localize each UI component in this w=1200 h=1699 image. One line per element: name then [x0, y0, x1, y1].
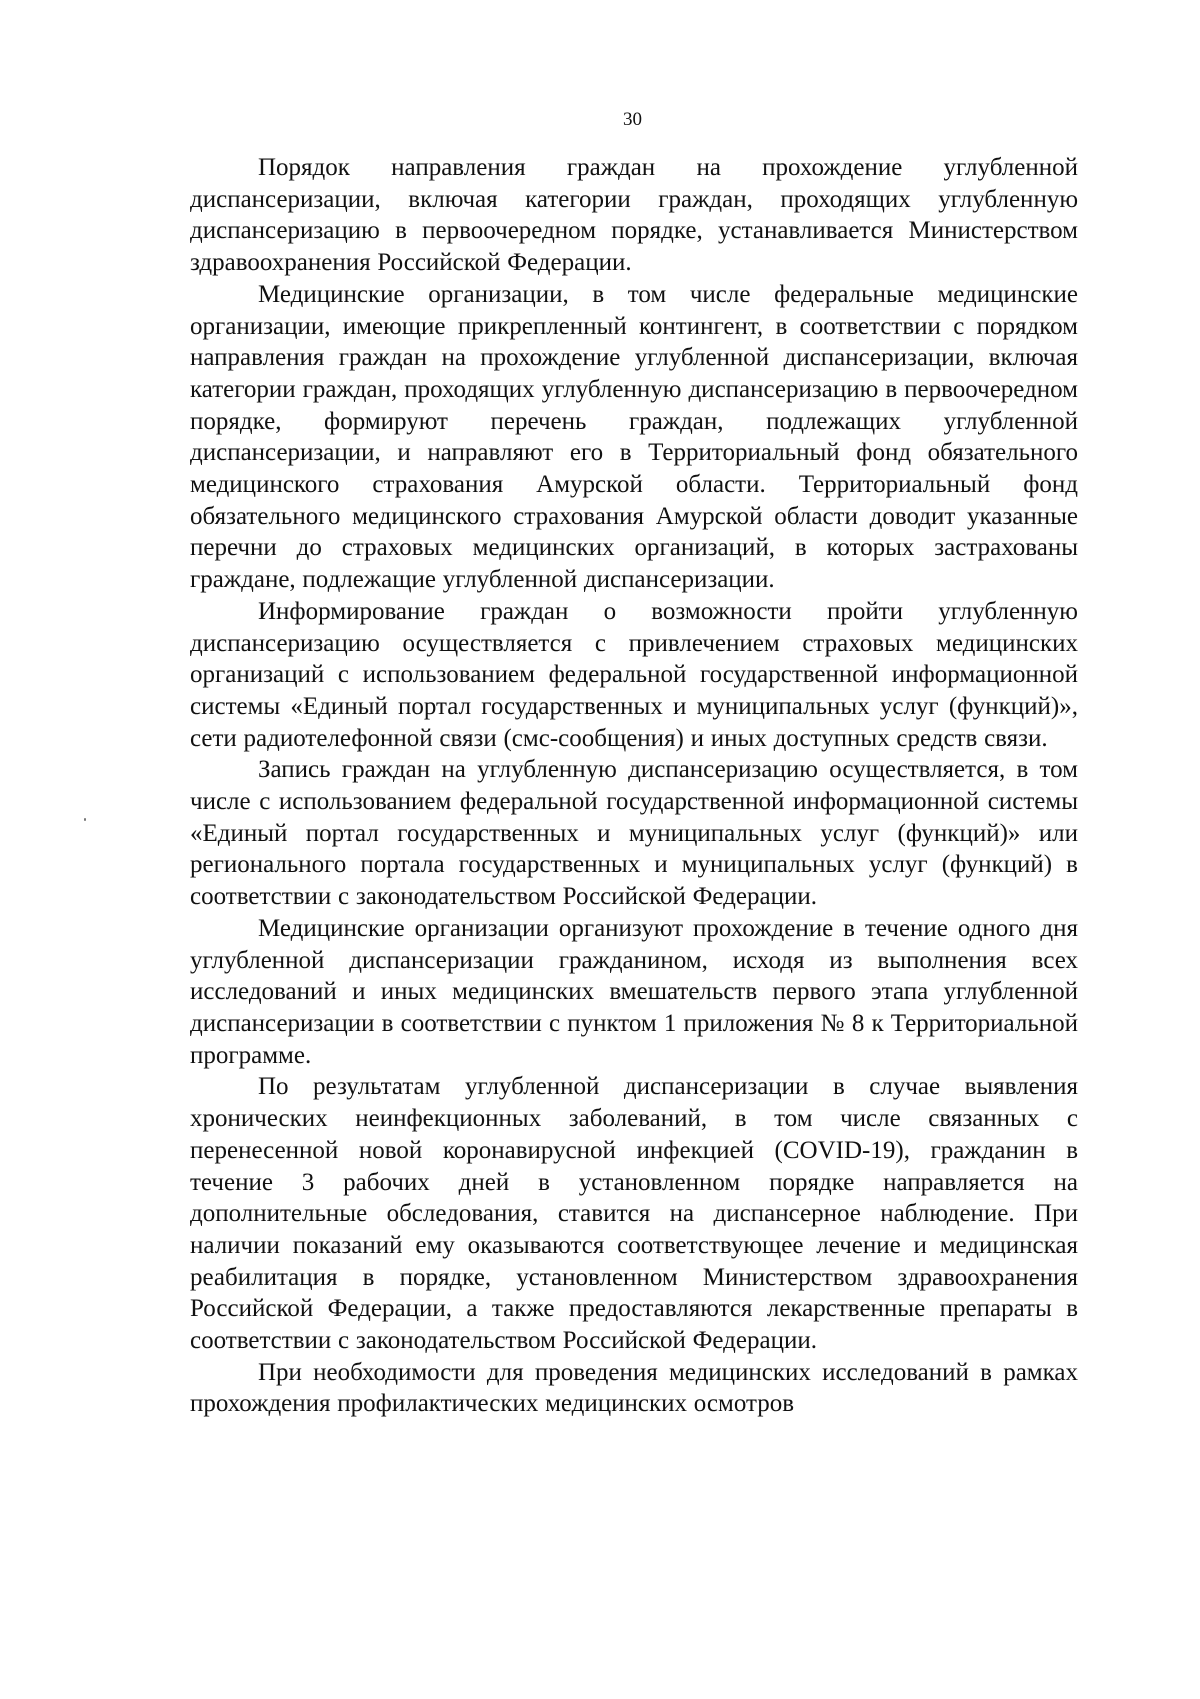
paragraph-one-day-examination: Медицинские организации организуют прохождение в течение одного дня углубленной диспансеризации гражданином, исходя из выполнения всех исследований и иных медицинских вмешательств первого этапа углубленной диспансеризации в соответствии с пунктом 1 приложения № 8 к Территориальной программе.: [190, 914, 1078, 1069]
paragraph-citizen-informing: Информирование граждан о возможности пройти углубленную диспансеризацию осуществляется с привлечением страховых медицинских организаций с использованием федеральной государственной информационной системы «Единый портал государственных и муниципальных услуг (функций)», сети радиотелефонной связи (смс-сообщения) и иных доступных средств связи.: [190, 597, 1078, 752]
paragraph-medical-organizations-lists: Медицинские организации, в том числе федеральные медицинские организации, имеющие прикрепленный контингент, в соответствии с порядком направления граждан на прохождение углубленной диспансеризации, включая категории граждан, проходящих углубленную диспансеризацию в первоочередном порядке, формируют перечень граждан, подлежащих углубленной диспансеризации, и направляют его в Территориальный фонд обязательного медицинского страхования Амурской области. Территориальный фонд обязательного медицинского страхования Амурской области доводит указанные перечни до страховых медицинских организаций, в которых застрахованы граждане, подлежащие углубленной диспансеризации.: [190, 280, 1078, 594]
scan-speck: [84, 818, 86, 821]
paragraph-registration: Запись граждан на углубленную диспансеризацию осуществляется, в том числе с использованием федеральной государственной информационной системы «Единый портал государственных и муниципальных услуг (функций)» или регионального портала государственных и муниципальных услуг (функций) в соответствии с законодательством Российской Федерации.: [190, 756, 1078, 911]
document-body: [190, 152, 1078, 1420]
paragraph-results-follow-up: По результатам углубленной диспансеризации в случае выявления хронических неинфекционных заболеваний, в том числе связанных с перенесенной новой коронавирусной инфекцией (COVID-19), гражданин в течение 3 рабочих дней в установленном порядке направляется на дополнительные обследования, ставится на диспансерное наблюдение. При наличии показаний ему оказываются соответствующее лечение и медицинская реабилитация в порядке, установленном Министерством здравоохранения Российской Федерации, а также предоставляются лекарственные препараты в соответствии с законодательством Российской Федерации.: [190, 1073, 1078, 1355]
page-number: 30: [623, 109, 642, 130]
paragraph-referral-procedure: Порядок направления граждан на прохождение углубленной диспансеризации, включая категории граждан, проходящих углубленную диспансеризацию в первоочередном порядке, устанавливается Министерством здравоохранения Российской Федерации.: [190, 154, 1078, 277]
paragraph-continuation: При необходимости для проведения медицинских исследований в рамках прохождения профилактических медицинских осмотров: [190, 1358, 1078, 1418]
